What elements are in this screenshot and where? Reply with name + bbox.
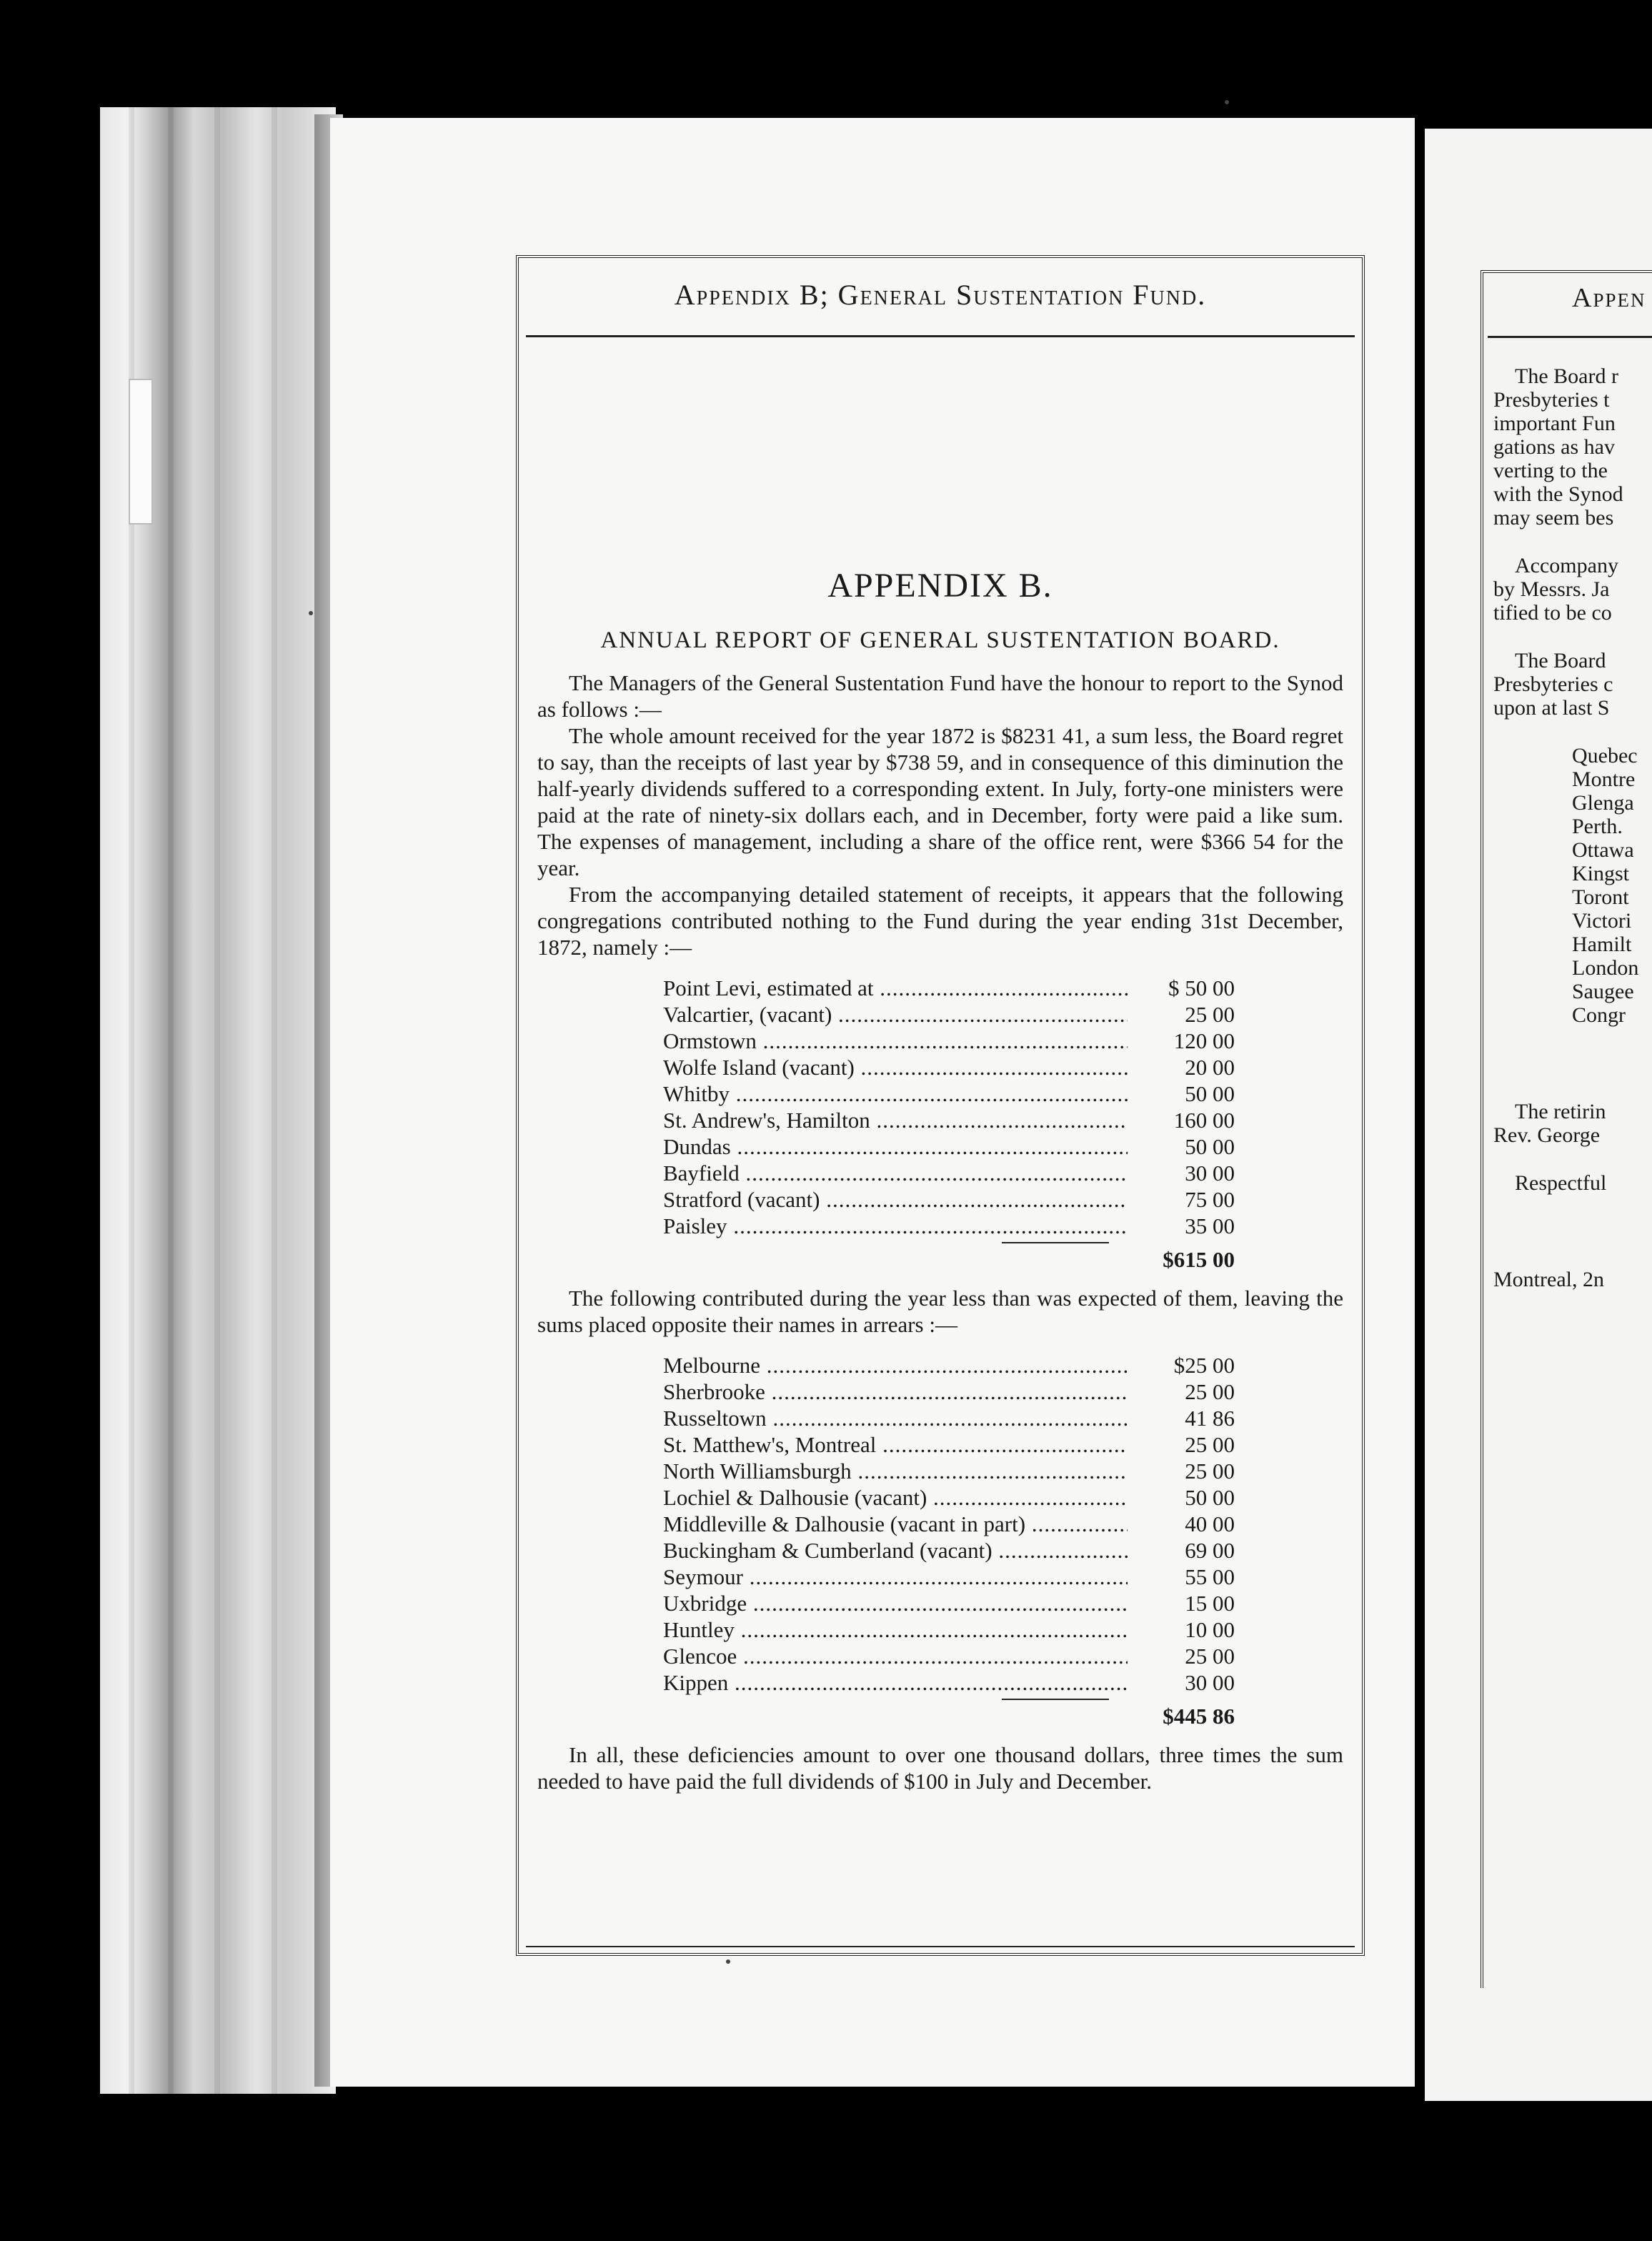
facing-line: The Board [1515, 649, 1606, 672]
facing-line: Ottawa [1572, 838, 1634, 862]
facing-line: Rev. George [1493, 1123, 1601, 1147]
congregation-name: North Williamsburgh ..... [663, 1458, 1128, 1484]
amount: 69 00 [1185, 1538, 1235, 1563]
congregation-name: Middleville & Dalhousie (vacant in part) ..... [663, 1511, 1128, 1537]
page-tab-marker [129, 379, 153, 525]
facing-line: Saugee [1572, 980, 1634, 1003]
total-rule [1002, 1699, 1109, 1700]
table-row [663, 1213, 1235, 1239]
amount: 120 00 [1173, 1028, 1235, 1053]
congregation-name: Russeltown ..... [663, 1405, 1128, 1431]
facing-line: Kingst [1572, 862, 1630, 885]
amount: 15 00 [1185, 1591, 1235, 1616]
congregation-name: Stratford (vacant) ..... [663, 1186, 1128, 1213]
congregation-name: Uxbridge ..... [663, 1590, 1128, 1616]
no-contribution-table [663, 975, 1235, 1239]
amount: 10 00 [1185, 1617, 1235, 1642]
facing-line: by Messrs. Ja [1493, 577, 1610, 601]
facing-line: Victori [1572, 909, 1632, 933]
table-row [663, 1537, 1235, 1564]
congregation-name: Buckingham & Cumberland (vacant) ..... [663, 1537, 1128, 1564]
table-row [663, 1484, 1235, 1511]
congregation-name: Wolfe Island (vacant) ..... [663, 1054, 1128, 1080]
head-rule [526, 335, 1355, 337]
facing-line: gations as hav [1493, 435, 1615, 459]
amount: 25 00 [1185, 1644, 1235, 1669]
congregation-name: Melbourne ..... [663, 1352, 1128, 1378]
congregation-name: Valcartier, (vacant) ..... [663, 1001, 1128, 1028]
congregation-name: Dundas ..... [663, 1133, 1128, 1160]
running-head: Appendix B; General Sustentation Fund. [674, 279, 1207, 311]
table-row [663, 1669, 1235, 1696]
amount: 50 00 [1185, 1081, 1235, 1106]
arrears-total-row [537, 1703, 1235, 1733]
table-row [663, 1186, 1235, 1213]
no-contribution-total: $615 00 [1163, 1247, 1235, 1272]
congregation-name: St. Andrew's, Hamilton ..... [663, 1107, 1128, 1133]
page-content [537, 567, 1343, 1794]
table-row [663, 1616, 1235, 1643]
facing-line: Glenga [1572, 791, 1634, 815]
paragraph-no-contribution: From the accompanying detailed statement of receipts, it appears that the following congregations contributed nothing to the Fund during the year ending 31st December, 1872, namely :— [537, 882, 1343, 960]
table-row [663, 1431, 1235, 1458]
table-row [663, 1133, 1235, 1160]
facing-line: Perth. [1572, 815, 1623, 838]
table-row [663, 1160, 1235, 1186]
table-row [663, 1378, 1235, 1405]
amount: $ 50 00 [1168, 975, 1235, 1000]
amount: 30 00 [1185, 1161, 1235, 1186]
table-row [663, 1001, 1235, 1028]
congregation-name: Huntley ..... [663, 1616, 1128, 1643]
amount: 30 00 [1185, 1670, 1235, 1695]
amount: 25 00 [1185, 1002, 1235, 1027]
congregation-name: Paisley ..... [663, 1213, 1128, 1239]
facing-line: The Board r [1515, 364, 1618, 388]
facing-line: verting to the [1493, 459, 1608, 482]
report-subtitle: ANNUAL REPORT OF GENERAL SUSTENTATION BOARD. [600, 627, 1280, 653]
amount: 55 00 [1185, 1564, 1235, 1589]
facing-line: Quebec [1572, 744, 1638, 767]
page-frame [516, 255, 1365, 1956]
facing-line: tified to be co [1493, 601, 1612, 625]
appendix-title: APPENDIX B. [827, 567, 1053, 605]
paragraph-receipts: The whole amount received for the year 1872 is $8231 41, a sum less, the Board regret to say, than the receipts of last year by $738 59, and in consequence of this diminution the half-yearly dividends suffered to a corresponding extent. In July, forty-one ministers were paid at the rate of ninety-six dollars each, and in December, forty were paid a like sum. The expenses of management, including a share of the office rent, were $366 54 for the year. [537, 723, 1343, 880]
facing-line: Respectful [1515, 1171, 1607, 1195]
amount: 50 00 [1185, 1134, 1235, 1159]
paragraph-arrears: The following contributed during the year less than was expected of them, leaving the sums placed opposite their names in arrears :— [537, 1286, 1343, 1337]
facing-page-text [1493, 364, 1652, 1291]
amount: 160 00 [1173, 1108, 1235, 1133]
table-row [663, 1564, 1235, 1590]
facing-line: Accompany [1515, 554, 1618, 577]
facing-line: Presbyteries c [1493, 672, 1613, 696]
facing-line: The retirin [1515, 1100, 1606, 1123]
amount: 50 00 [1185, 1485, 1235, 1510]
paragraph-intro: The Managers of the General Sustentation Fund have the honour to report to the Synod as follows :— [537, 670, 1343, 722]
table-row [663, 1405, 1235, 1431]
amount: 41 86 [1185, 1406, 1235, 1431]
arrears-table [663, 1352, 1235, 1696]
amount: 35 00 [1185, 1213, 1235, 1238]
facing-line: Hamilt [1572, 933, 1632, 956]
congregation-name: St. Matthew's, Montreal ..... [663, 1431, 1128, 1458]
amount: 20 00 [1185, 1055, 1235, 1080]
arrears-total: $445 86 [1163, 1704, 1235, 1729]
facing-line: Presbyteries t [1493, 388, 1610, 412]
facing-line: Montre [1572, 767, 1636, 791]
congregation-name: Bayfield ..... [663, 1160, 1128, 1186]
congregation-name: Seymour ..... [663, 1564, 1128, 1590]
congregation-name: Kippen ..... [663, 1669, 1128, 1696]
amount: $25 00 [1173, 1353, 1235, 1378]
facing-line: Montreal, 2n [1493, 1268, 1604, 1291]
table-row [663, 1352, 1235, 1378]
table-row [663, 975, 1235, 1001]
table-row [663, 1590, 1235, 1616]
congregation-name: Ormstown ..... [663, 1028, 1128, 1054]
congregation-name: Whitby ..... [663, 1080, 1128, 1107]
amount: 40 00 [1185, 1511, 1235, 1536]
table-row [663, 1054, 1235, 1080]
table-row [663, 1458, 1235, 1484]
facing-line: important Fun [1493, 412, 1616, 435]
paragraph-conclusion: In all, these deficiencies amount to over one thousand dollars, three times the sum needed to have paid the full dividends of $100 in July and December. [537, 1742, 1343, 1794]
no-contribution-total-row [537, 1246, 1235, 1276]
facing-line: may seem bes [1493, 506, 1614, 530]
facing-line: upon at last S [1493, 696, 1610, 720]
facing-line: Toront [1572, 885, 1629, 909]
congregation-name: Sherbrooke ..... [663, 1378, 1128, 1405]
table-row [663, 1107, 1235, 1133]
facing-running-head: Appen [1572, 283, 1646, 313]
congregation-name: Lochiel & Dalhousie (vacant) ..... [663, 1484, 1128, 1511]
table-row [663, 1028, 1235, 1054]
amount: 25 00 [1185, 1459, 1235, 1484]
facing-line: with the Synod [1493, 482, 1623, 506]
table-row [663, 1511, 1235, 1537]
table-row [663, 1080, 1235, 1107]
facing-head-rule [1488, 336, 1652, 338]
facing-line: London [1572, 956, 1639, 980]
amount: 75 00 [1185, 1187, 1235, 1212]
congregation-name: Glencoe ..... [663, 1643, 1128, 1669]
facing-line: Congr [1572, 1003, 1626, 1027]
total-rule [1002, 1242, 1109, 1243]
amount: 25 00 [1185, 1379, 1235, 1404]
frame-bottom-rule [526, 1946, 1355, 1947]
table-row [663, 1643, 1235, 1669]
amount: 25 00 [1185, 1432, 1235, 1457]
congregation-name: Point Levi, estimated at ..... [663, 975, 1128, 1001]
